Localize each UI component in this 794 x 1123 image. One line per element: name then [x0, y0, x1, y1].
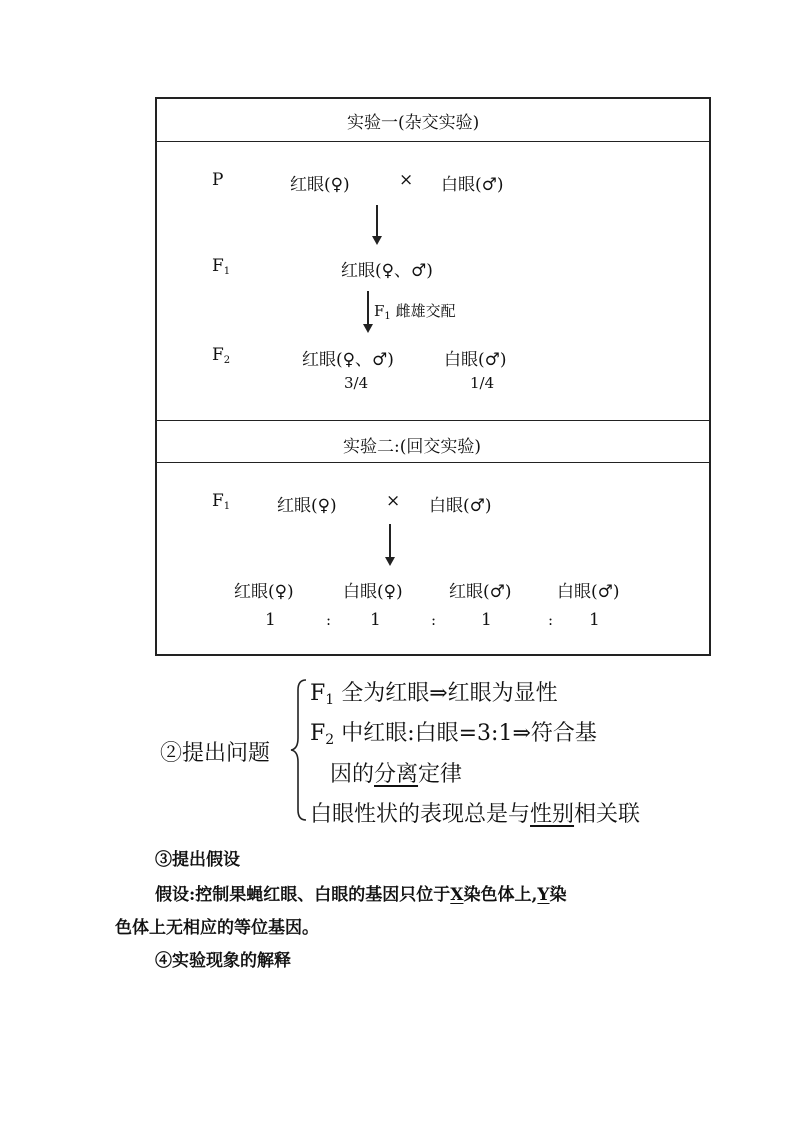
question-label: ②提出问题 [160, 741, 271, 766]
f1-phenotype: 红眼(♀、♂) [341, 261, 433, 281]
underlined-answer: 分离 [374, 762, 419, 787]
offspring-1: 红眼(♀) [234, 582, 294, 602]
ratio-2: 1 [370, 610, 381, 630]
hypothesis-paragraph-line-2: 色体上无相应的等位基因。 [115, 918, 319, 938]
f2-white-ratio: 1/4 [470, 374, 495, 392]
down-arrow [362, 291, 374, 333]
underlined-answer: X [450, 885, 464, 905]
offspring-4: 白眼(♂) [557, 582, 620, 602]
ratio-4: 1 [589, 610, 600, 630]
p-male: 白眼(♂) [441, 175, 504, 195]
cross-symbol: × [399, 170, 414, 190]
question-line-1: F1 全为红眼⇒红眼为显性 [310, 681, 558, 708]
offspring-3: 红眼(♂) [449, 582, 512, 602]
question-line-3: 因的分离定律 [330, 762, 463, 787]
exp2-header: 实验二:(回交实验) [343, 437, 481, 457]
exp2-female: 红眼(♀) [277, 496, 337, 516]
down-arrow [384, 524, 396, 566]
table-divider [157, 141, 709, 142]
table-divider [157, 420, 709, 421]
underlined-answer: 性别 [530, 802, 575, 827]
f1-label: $F_1$ [212, 256, 231, 277]
hypothesis-paragraph-line-1: 假设:控制果蝇红眼、白眼的基因只位于X染色体上,Y染 [155, 885, 567, 905]
ratio-1: 1 [265, 610, 276, 630]
table-divider [157, 462, 709, 463]
ratio-3: 1 [481, 610, 492, 630]
arrow-note: $F_1$ 雌雄交配 [374, 302, 456, 322]
f2-red: 红眼(♀、♂) [302, 350, 394, 370]
exp2-f1-label: $F_1$ [212, 491, 231, 512]
curly-brace [288, 678, 310, 822]
experiment-table [155, 97, 711, 656]
ratio-colon: : [326, 611, 332, 629]
hypothesis-heading: ③提出假设 [155, 850, 240, 870]
question-line-2: F2 中红眼:白眼=3:1⇒符合基 [310, 721, 597, 748]
explanation-heading: ④实验现象的解释 [155, 951, 291, 971]
ratio-colon: : [431, 611, 437, 629]
exp1-header: 实验一(杂交实验) [347, 113, 480, 133]
down-arrow [371, 205, 383, 245]
p-female: 红眼(♀) [290, 175, 350, 195]
exp2-male: 白眼(♂) [429, 496, 492, 516]
cross-symbol: × [386, 491, 401, 511]
p-label: P [212, 170, 224, 190]
ratio-colon: : [548, 611, 554, 629]
underlined-answer: Y [537, 885, 550, 905]
question-line-4: 白眼性状的表现总是与性别相关联 [310, 802, 641, 827]
f2-white: 白眼(♂) [444, 350, 507, 370]
offspring-2: 白眼(♀) [343, 582, 403, 602]
f2-red-ratio: 3/4 [344, 374, 369, 392]
f2-label: $F_2$ [212, 345, 231, 366]
